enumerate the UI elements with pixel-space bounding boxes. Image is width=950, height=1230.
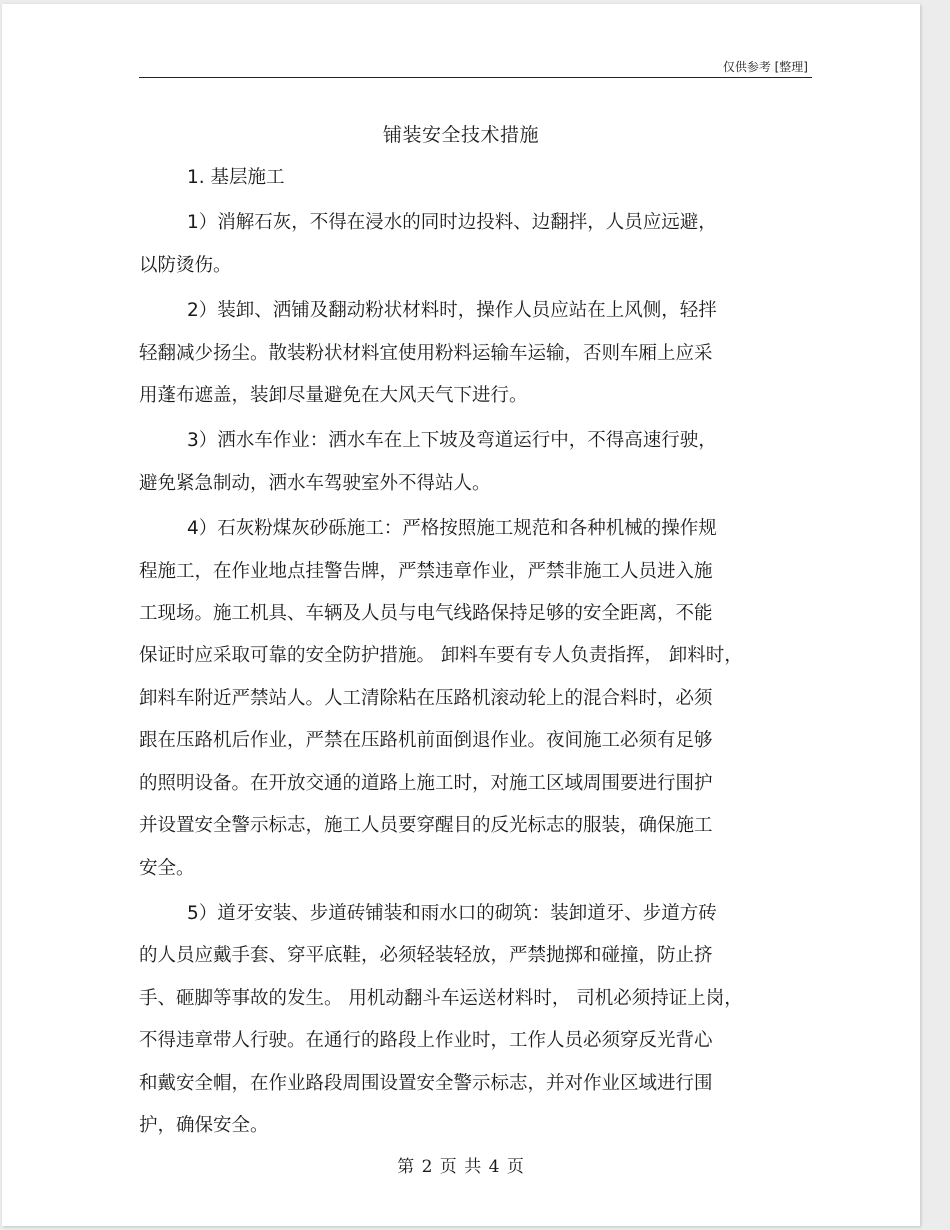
paragraph-line: 保证时应采取可靠的安全防护措施。 卸料车要有专人负责指挥， 卸料时， xyxy=(139,645,743,667)
paragraph-line: 5）道牙安装、步道砖铺装和雨水口的砌筑：装卸道牙、步道方砖 xyxy=(187,902,717,924)
paragraph-line: 轻翻减少扬尘。散装粉状材料宜使用粉料运输车运输，否则车厢上应采 xyxy=(139,342,713,364)
header-divider xyxy=(139,77,812,78)
paragraph-line: 不得违章带人行驶。在通行的路段上作业时，工作人员必须穿反光背心 xyxy=(139,1030,713,1052)
paragraph-line: 以防烫伤。 xyxy=(139,254,232,276)
document-title: 铺装安全技术措施 xyxy=(382,124,539,146)
paragraph-line: 安全。 xyxy=(139,857,195,879)
paragraph-line: 工现场。施工机具、车辆及人员与电气线路保持足够的安全距离，不能 xyxy=(139,603,713,625)
paragraph-line: 1）消解石灰，不得在浸水的同时边投料、边翻拌，人员应远避， xyxy=(187,212,717,234)
paragraph-line: 用蓬布遮盖，装卸尽量避免在大风天气下进行。 xyxy=(139,385,528,407)
paragraph-line: 避免紧急制动，洒水车驾驶室外不得站人。 xyxy=(139,472,491,494)
paragraph-line: 和戴安全帽，在作业路段周围设置安全警示标志，并对作业区域进行围 xyxy=(139,1072,713,1094)
paragraph-line: 护，确保安全。 xyxy=(139,1114,269,1136)
paragraph-line: 3）洒水车作业：洒水车在上下坡及弯道运行中，不得高速行驶， xyxy=(187,430,717,452)
page-number-footer: 第 2 页 共 4 页 xyxy=(397,1157,525,1177)
paragraph-line: 的人员应戴手套、穿平底鞋，必须轻装轻放，严禁抛掷和碰撞，防止挤 xyxy=(139,945,713,967)
paragraph-line: 手、砸脚等事故的发生。 用机动翻斗车运送材料时， 司机必须持证上岗， xyxy=(139,987,743,1009)
document-body xyxy=(139,157,819,1147)
paragraph-line: 4）石灰粉煤灰砂砾施工：严格按照施工规范和各种机械的操作规 xyxy=(187,518,717,540)
paragraph-line: 并设置安全警示标志，施工人员要穿醒目的反光标志的服装，确保施工 xyxy=(139,815,713,837)
document-page xyxy=(2,4,920,1226)
header-note: 仅供参考 [整理] xyxy=(722,60,808,74)
section-heading: 1. 基层施工 xyxy=(187,167,285,188)
paragraph-line: 卸料车附近严禁站人。人工清除粘在压路机滚动轮上的混合料时，必须 xyxy=(139,687,713,709)
paragraph-line: 2）装卸、洒铺及翻动粉状材料时，操作人员应站在上风侧，轻拌 xyxy=(187,300,717,322)
paragraph-line: 程施工，在作业地点挂警告牌，严禁违章作业，严禁非施工人员进入施 xyxy=(139,560,713,582)
paragraph-line: 跟在压路机后作业，严禁在压路机前面倒退作业。夜间施工必须有足够 xyxy=(139,730,713,752)
paragraph-line: 的照明设备。在开放交通的道路上施工时，对施工区域周围要进行围护 xyxy=(139,772,713,794)
